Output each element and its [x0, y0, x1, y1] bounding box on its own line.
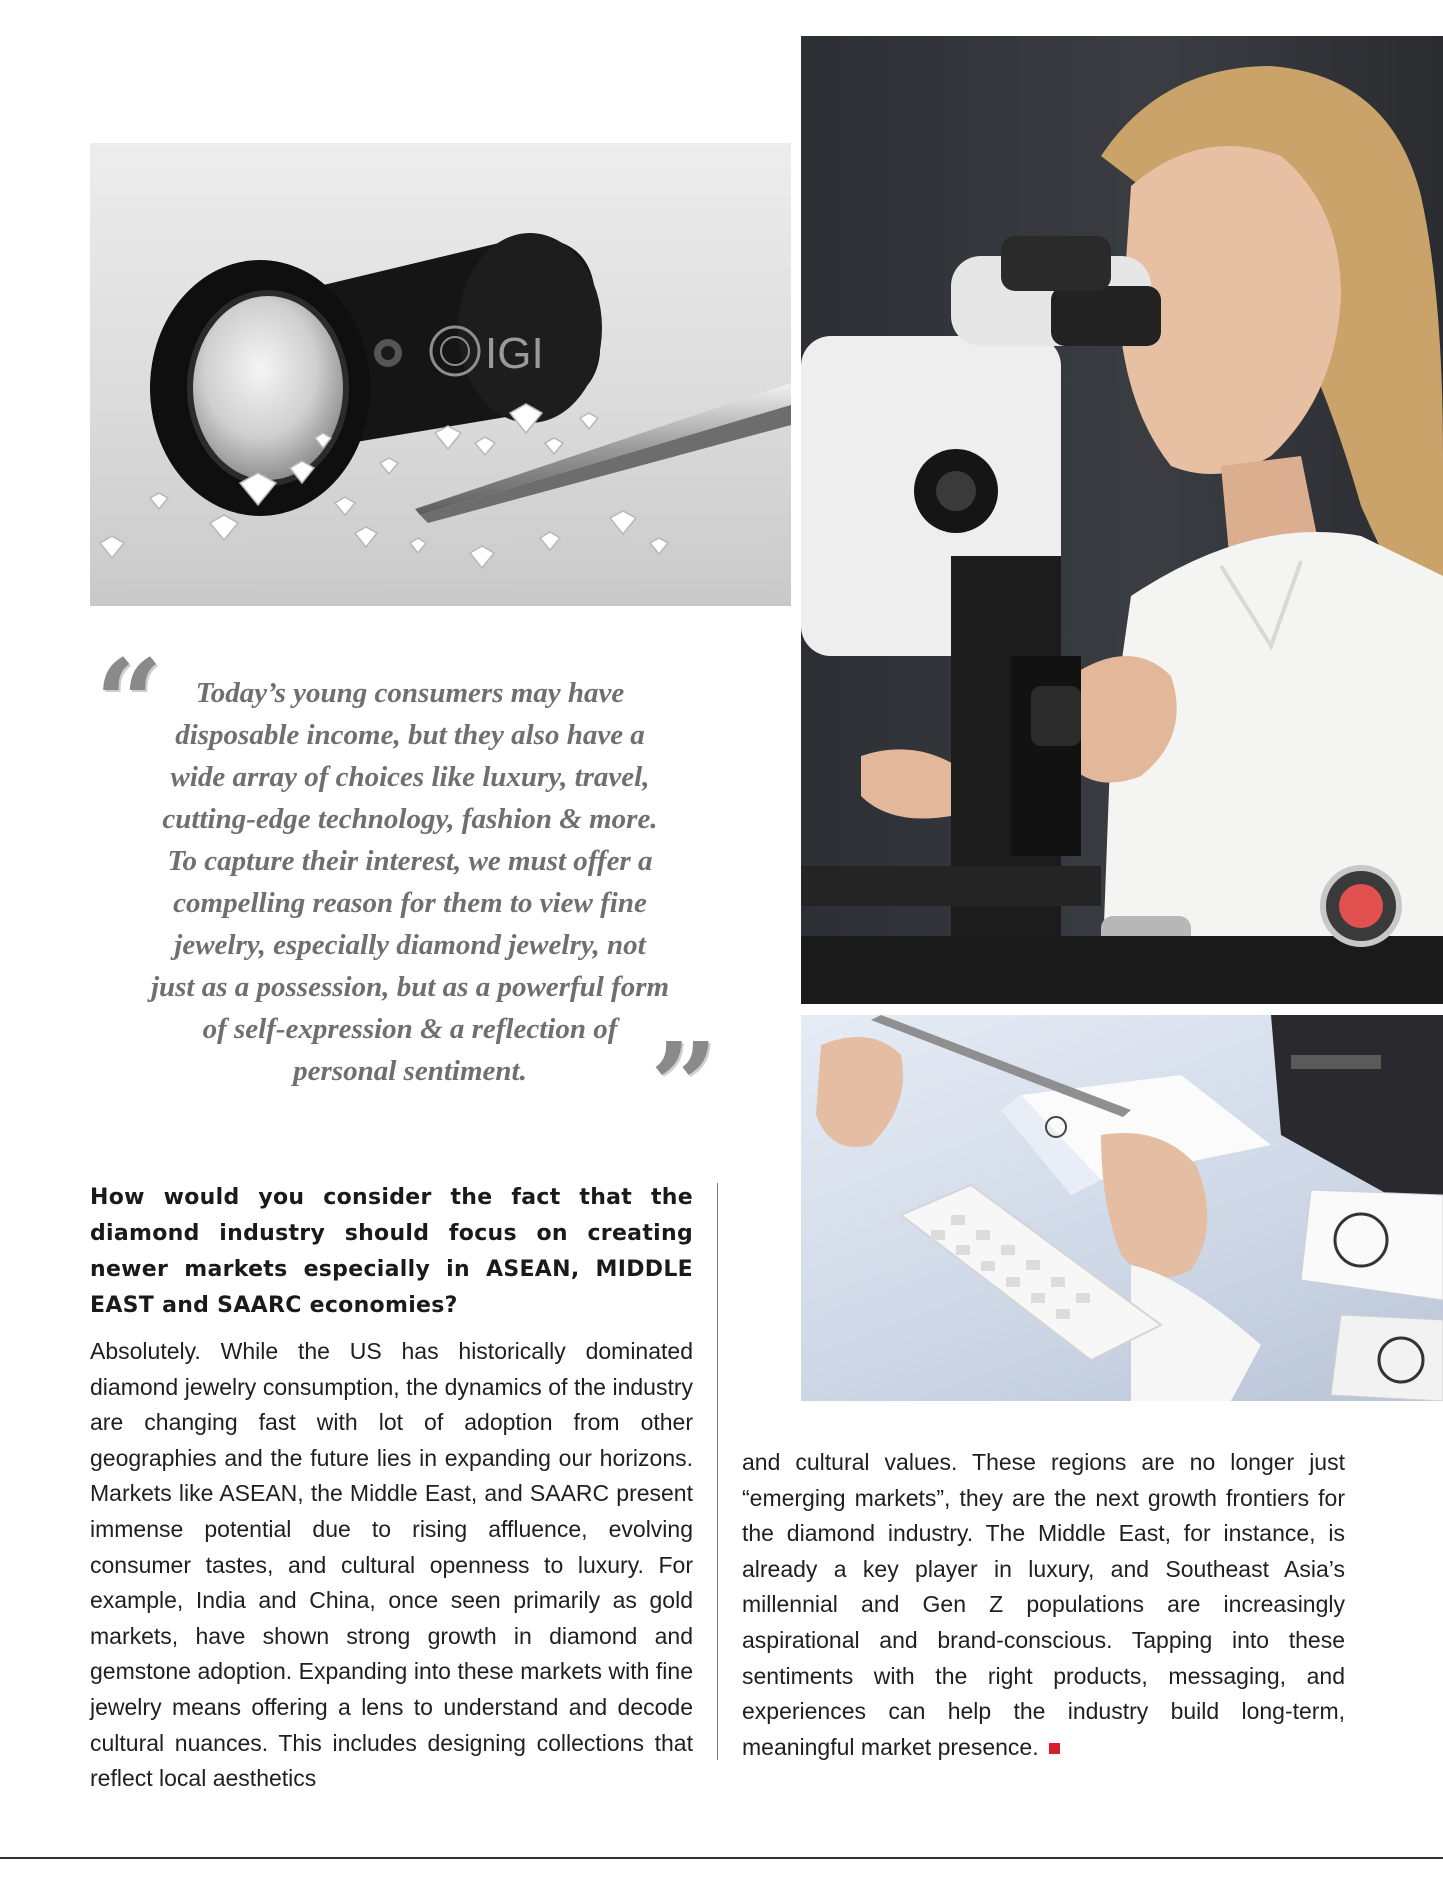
grading-tray-illustration [801, 1015, 1443, 1401]
answer-right-text: and cultural values. These regions are no longer just “emerging markets”, they are the next growth frontiers for the diamond industry. The Middle East, for instance, is already a key player in luxury, and Southeast Asia’s millennial and Gen Z populations are increasingly aspirational and brand-conscious. Tapping into these sentiments with the right products, messaging, and experiences can help the industry build long-term, meaningful market presence. [742, 1449, 1345, 1760]
microscope-photo [801, 36, 1443, 1004]
end-of-article-icon [1049, 1743, 1060, 1754]
loupe-photo [90, 143, 791, 606]
column-divider [717, 1183, 718, 1760]
footer-rule [0, 1857, 1443, 1859]
close-quote-icon: ” [650, 1016, 718, 1155]
article-right-column [742, 1445, 1345, 1765]
answer-right-paragraph [742, 1445, 1345, 1765]
article-left-column [90, 1180, 693, 1797]
answer-left-text: Absolutely. While the US has historically dominated diamond jewelry consumption, the dynamics of the industry are changing fast with lot of adoption from other geographies and the future lies in expanding our horizons. Markets like ASEAN, the Middle East, and SAARC present immense potential due to rising affluence, evolving consumer tastes, and cultural openness to luxury. For example, India and China, once seen primarily as gold markets, have shown strong growth in diamond and gemstone adoption. Expanding into these markets with fine jewelry means offering a lens to understand and decode cultural nuances. This includes designing collections that reflect local aesthetics [90, 1338, 693, 1792]
grading-tray-photo [801, 1015, 1443, 1401]
loupe-illustration [90, 143, 791, 606]
interview-question: How would you consider the fact that the diamond industry should focus on creating newer markets especially in ASEAN, MIDDLE EAST and SAARC economies? [90, 1185, 693, 1318]
pull-quote-text: Today’s young consumers may have disposable income, but they also have a wide array of choices like luxury, travel, cutting-edge technology, fashion & more. To capture their interest, we must offer a compelling reason for them to view fine jewelry, especially diamond jewelry, not just as a possession, but as a powerful form of self-expression & a reflection of personal sentiment. [150, 677, 670, 1087]
open-quote-icon: “ [95, 633, 163, 772]
pull-quote [95, 633, 718, 1155]
microscope-illustration [801, 36, 1443, 1004]
igi-logo-text: IGI [485, 329, 544, 378]
